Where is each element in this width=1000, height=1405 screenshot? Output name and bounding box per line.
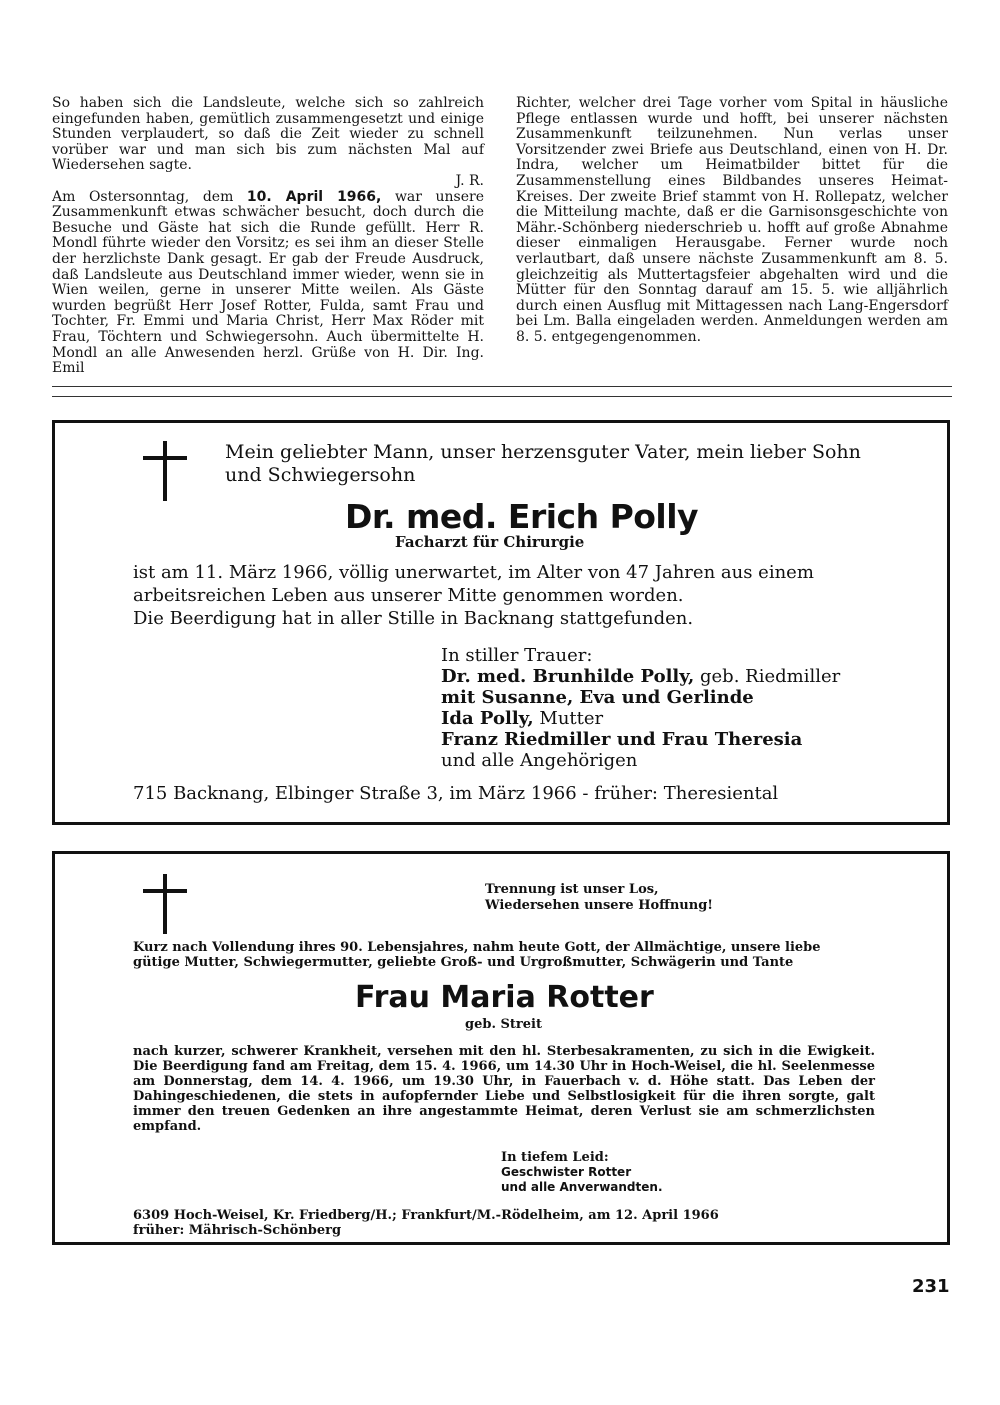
mourner: und alle Angehörigen <box>441 750 638 771</box>
deceased-name: Dr. med. Erich Polly <box>345 497 699 536</box>
article-text: war unsere Zusammenkunft etwas schwächer besucht, doch durch die Besuche und Gäste hat sich die Runde gefüllt. Herr R. Mondl führte wieder den Vorsitz; es sei ihm an dieser Stelle der herzlichste Dank gesagt. Er gab der Freude Ausdruck, daß Landsleute aus Deutschland immer wieder, wenn sie in Wien weilen, gerne in unserer Mitte weilen. Als Gäste wurden begrüßt Herr Josef Rotter, Fulda, samt Frau und Tochter, Fr. Emmi und Maria Christ, Herr Max Röder mit Frau, Töchtern und Schwiegersohn. Auch übermittelte H. Mondl an alle Anwesenden herzl. Grüße von H. Dir. Ing. Emil <box>52 188 485 377</box>
cross-icon <box>143 874 187 934</box>
mourner: Dr. med. Brunhilde Polly, geb. Riedmiller <box>441 666 841 687</box>
obituary-intro: Mein geliebter Mann, unser herzensguter Vater, mein lieber Sohn und Schwiegersohn <box>225 441 861 486</box>
article-left-column <box>52 96 484 377</box>
obituary-body: nach kurzer, schwerer Krankheit, versehen mit den hl. Sterbesakramenten, zu sich in die Ewigkeit. Die Beerdigung fand am Freitag, dem 15. 4. 1966, um 14.30 Uhr in Hoch-Weisel, die hl. Seelenmesse am Donnerstag, dem 14. 4. 1966, um 19.30 Uhr, in Fauerbach v. d. Höhe statt. Das Leben der Dahingeschiedenen, die stets in aufopfernder Liebe und Selbstlosigkeit für die ihren sorgte, galt immer den treuen Gedenken an ihre angestammte Heimat, deren Verlust sie am schmerzlichsten empfand. <box>133 1044 875 1134</box>
mourners-list <box>441 645 840 771</box>
mourner: Geschwister Rotter <box>501 1165 632 1179</box>
mourner: und alle Anverwandten. <box>501 1180 663 1194</box>
article-paragraph-3: Richter, welcher drei Tage vorher vom Spital in häusliche Pflege entlassen wurde und hofft, bei unserer nächsten Zusammenkunft teilzunehmen. Nun verlas unser Vorsitzender zwei Briefe aus Deutschland, einen von H. Dr. Indra, welcher um Heimatbilder bittet für die Zusammenstellung eines Bildbandes unseres Heimat-Kreises. Der zweite Brief stammt von H. Rollepatz, welcher die Mitteilung machte, daß er die Garnisonsgeschichte von Mähr.-Schönberg niederschrieb u. hofft auf große Abnahme dieser einmaligen Herausgabe. Ferner wurde noch verlautbart, daß unsere nächste Zusammenkunft am 8. 5. gleichzeitig als Muttertagsfeier abgehalten wird und die Mütter für den Sonntag darauf am 15. 5. wie alljährlich durch einen Ausflug mit Mittagessen nach Lang-Engersdorf bei Lm. Balla eingeladen werden. Anmeldungen werden am 8. 5. entgegengenommen. <box>516 95 948 345</box>
article-date: 10. April 1966, <box>246 188 382 205</box>
obituary-motto: Trennung ist unser Los, Wiedersehen unsere Hoffnung! <box>485 882 713 913</box>
article-text: So haben sich die Landsleute, welche sich so zahlreich eingefunden haben, gemütlich zusammengesetzt und einige Stunden verplaudert, so daß die Zeit wieder zu schnell vorüber war und man sich bis zum nächsten Mal auf Wiedersehen sagte. <box>52 95 484 174</box>
obituary-notice <box>52 420 950 825</box>
mourner: Franz Riedmiller und Frau Theresia <box>441 729 803 750</box>
mourners-list <box>501 1150 663 1195</box>
obituary-intro: Kurz nach Vollendung ihres 90. Lebensjahres, nahm heute Gott, der Allmächtige, unsere liebe gütige Mutter, Schwiegermutter, geliebte Groß- und Urgroßmutter, Schwägerin und Tante <box>133 940 821 970</box>
mourner: mit Susanne, Eva und Gerlinde <box>441 687 754 708</box>
deceased-birth-name: geb. Streit <box>465 1017 542 1032</box>
article-paragraph-2 <box>52 190 484 377</box>
article-paragraph-1 <box>52 96 484 190</box>
cross-icon <box>143 441 187 501</box>
deceased-title: Facharzt für Chirurgie <box>395 533 585 551</box>
divider <box>52 396 952 397</box>
obituary-notice <box>52 851 950 1245</box>
mourner: Ida Polly, Mutter <box>441 708 604 729</box>
mourners-heading: In tiefem Leid: <box>501 1150 609 1165</box>
article-right-column <box>516 96 948 346</box>
article-text: Am Ostersonntag, dem <box>52 188 234 205</box>
obituary-body: ist am 11. März 1966, völlig unerwartet, im Alter von 47 Jahren aus einem arbeitsreichen Leben aus unserer Mitte genommen worden. Die Beerdigung hat in aller Stille in Backnang stattgefunden. <box>133 562 814 629</box>
divider <box>52 386 952 387</box>
deceased-name: Frau Maria Rotter <box>355 980 654 1015</box>
mourners-heading: In stiller Trauer: <box>441 645 593 666</box>
author-initials: J. R. <box>455 172 484 189</box>
page-number: 231 <box>912 1276 950 1297</box>
obituary-address: 6309 Hoch-Weisel, Kr. Friedberg/H.; Frankfurt/M.-Rödelheim, am 12. April 1966 früher: Mährisch-Schönberg <box>133 1208 719 1238</box>
obituary-address: 715 Backnang, Elbinger Straße 3, im März 1966 - früher: Theresiental <box>133 783 779 804</box>
